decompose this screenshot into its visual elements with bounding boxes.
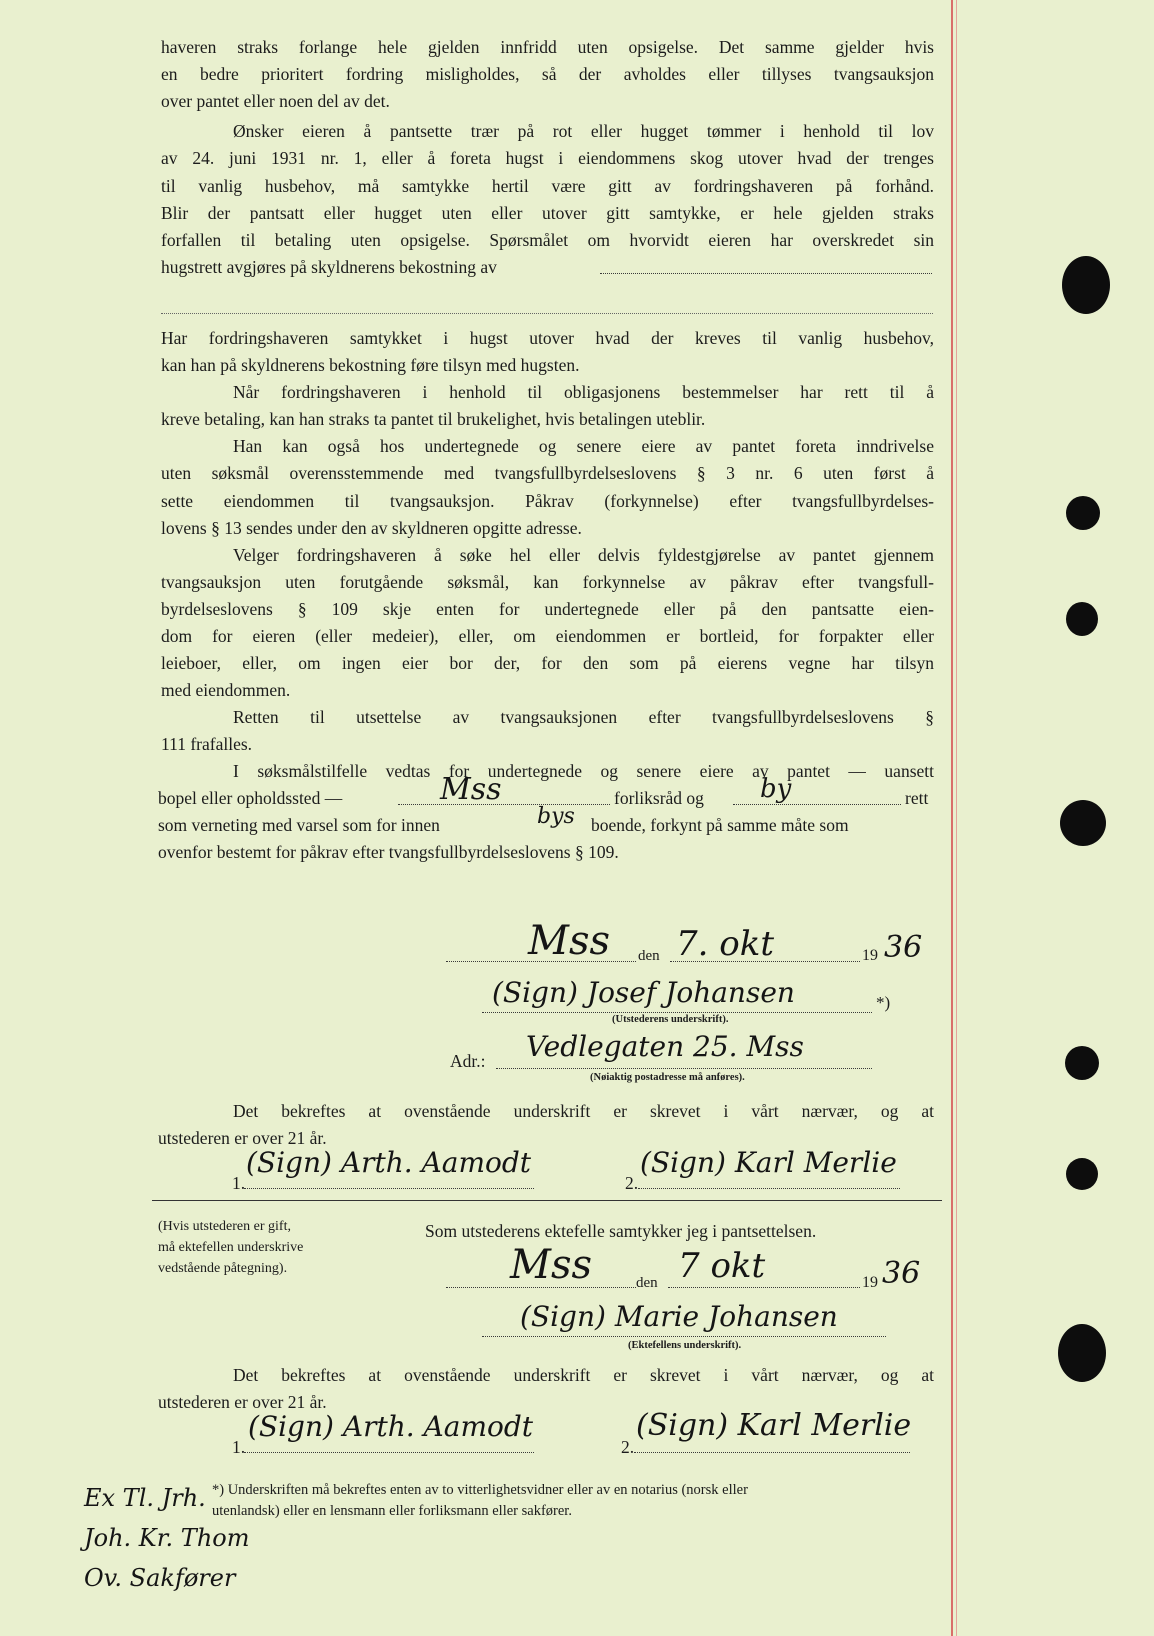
adr-label: Adr.: [450,1051,486,1071]
den-label: den [636,1275,658,1291]
signature-line [482,1012,872,1013]
red-margin-line-secondary [956,0,957,1636]
red-margin-line [951,0,953,1636]
issuer-caption: (Utstederens underskrift). [612,1014,729,1025]
spouse-note-line: (Hvis utstederen er gift, [158,1219,291,1234]
body-text-line: Velger fordringshaveren å søke hel eller delvis fyldestgjørelse av pantet gjennem [233,545,934,565]
body-text-line: bopel eller opholdssted — [158,788,343,808]
adr-caption: (Nøiaktig postadresse må anføres). [590,1072,745,1083]
body-text-line: ovenfor bestemt for påkrav efter tvangsfullbyrdelseslovens § 109. [158,842,619,862]
punch-hole [1065,1046,1099,1080]
body-text-line: Blir der pantsatt eller hugget uten eller utover gitt samtykke, er hele gjelden straks [161,203,934,223]
body-text-line: boende, forkynt på samme måte som [591,815,849,835]
punch-hole [1062,256,1110,314]
witness-signature-2: (Sign) Karl Merlie [636,1408,912,1443]
blank-fill-line [600,273,932,274]
body-text-line: som verneting med varsel som for innen [158,815,440,835]
blank-fill-line [733,804,901,805]
body-text-line: tvangsauksjon uten forutgående søksmål, kan forkynnelse av påkrav efter tvangsfull- [161,572,934,592]
handwritten-innen-fill: bys [537,804,575,829]
witness-signature-2: (Sign) Karl Merlie [640,1146,897,1179]
witness-number: 2. [625,1173,639,1193]
handwritten-year: 36 [884,930,923,965]
body-text-line: 111 frafalles. [161,734,253,754]
signature-line [638,1188,900,1189]
signature-line [634,1452,910,1453]
margin-handwritten-note: Ex Tl. Jrh. Joh. Kr. Thom Ov. Sakfører [84,1484,250,1592]
blank-fill-line [668,1287,860,1288]
year-prefix: 19 [862,1274,878,1291]
handwritten-place: Mss [510,1242,593,1288]
body-text-line: Når fordringshaveren i henhold til obligasjonens bestemmelser har rett til å [233,382,934,402]
handwritten-rett-place: by [760,774,792,804]
handwritten-place: Mss [528,918,611,964]
body-text-line: kreve betaling, kan han straks ta pantet til brukelighet, hvis betalingen uteblir. [161,409,706,429]
signature-line [244,1452,534,1453]
asterisk-marker: *) [876,993,891,1012]
handwritten-date: 7 okt [678,1246,766,1286]
signature-line [482,1336,886,1337]
body-text-line: kan han på skyldnerens bekostning føre tilsyn med hugsten. [161,355,580,375]
body-text-line: lovens § 13 sendes under den av skyldneren opgitte adresse. [161,518,582,538]
body-text-line: haveren straks forlange hele gjelden innfridd uten opsigelse. Det samme gjelder hvis [161,37,934,57]
body-text-line: med eiendommen. [161,680,291,700]
body-text-line: Det bekreftes at ovenstående underskrift er skrevet i vårt nærvær, og at [233,1365,934,1385]
year-prefix: 19 [862,947,878,964]
body-text-line: forfallen til betaling uten opsigelse. Spørsmålet om hvorvidt eieren har overskredet sin [161,230,934,250]
punch-hole [1066,602,1098,636]
body-text-line: utstederen er over 21 år. [158,1128,327,1148]
witness-number: 1. [232,1437,246,1457]
body-text-line: Han kan også hos undertegnede og senere eiere av pantet foreta inndrivelse [233,436,934,456]
spouse-signature: (Sign) Marie Johansen [520,1300,838,1333]
spouse-note-line: må ektefellen underskrive [158,1240,304,1255]
body-text-line: forliksråd og [614,788,704,808]
body-text-line: Det bekreftes at ovenstående underskrift er skrevet i vårt nærvær, og at [233,1101,934,1121]
section-divider [152,1200,942,1201]
body-text-line: byrdelseslovens § 109 skje enten for undertegnede eller på den pantsatte eien- [161,599,934,619]
punch-hole [1060,800,1106,846]
witness-signature-1: (Sign) Arth. Aamodt [246,1146,532,1179]
body-text-line: Retten til utsettelse av tvangsauksjonen efter tvangsfullbyrdelseslovens § [233,707,934,727]
blank-fill-line [161,313,933,314]
body-text-line: utstederen er over 21 år. [158,1392,327,1412]
body-text-line: av 24. juni 1931 nr. 1, eller å foreta hugst i eiendommens skog utover hvad der trenges [161,148,934,168]
footnote-line: *) Underskriften må bekreftes enten av to vitterlighetsvidner eller av en notarius (norsk eller [212,1482,748,1498]
handwritten-year: 36 [882,1256,921,1291]
blank-fill-line [398,804,610,805]
witness-signature-1: (Sign) Arth. Aamodt [248,1410,534,1443]
body-text-line: Har fordringshaveren samtykket i hugst utover hvad der kreves til vanlig husbehov, [161,328,934,348]
den-label: den [638,948,660,964]
witness-number: 1. [232,1173,246,1193]
handwritten-address: Vedlegaten 25. Mss [526,1030,804,1063]
witness-number: 2. [621,1437,635,1457]
punch-hole [1066,496,1100,530]
body-text-line: til vanlig husbehov, må samtykke hertil være gitt av fordringshaveren på forhånd. [161,176,934,196]
spouse-note-line: vedstående påtegning). [158,1261,288,1276]
handwritten-forliksrad-place: Mss [440,772,502,807]
spouse-consent-text: Som utstederens ektefelle samtykker jeg i pantsettelsen. [425,1221,817,1241]
body-text-line: sette eiendommen til tvangsauksjon. Påkrav (forkynnelse) efter tvangsfullbyrdelses- [161,491,934,511]
body-text-line: en bedre prioritert fordring misligholdes, så der avholdes eller tillyses tvangsauksjon [161,64,934,84]
body-text-line: Ønsker eieren å pantsette trær på rot eller hugget tømmer i henhold til lov [233,121,934,141]
body-text-line: I søksmålstilfelle vedtas for undertegnede og senere eiere av pantet — uansett [233,761,934,781]
body-text-line: rett [905,788,929,808]
signature-line [244,1188,534,1189]
body-text-line: uten søksmål overensstemmende med tvangsfullbyrdelseslovens § 3 nr. 6 uten først å [161,463,934,483]
body-text-line: dom for eieren (eller medeier), eller, om eiendommen er bortleid, for forpakter eller [161,626,934,646]
body-text-line: over pantet eller noen del av det. [161,91,390,111]
spouse-caption: (Ektefellens underskrift). [628,1340,742,1351]
body-text-line: leieboer, eller, om ingen eier bor der, for den som på eierens vegne har tilsyn [161,653,934,673]
footnote-line: utenlandsk) eller en lensmann eller forliksmann eller sakfører. [212,1503,572,1519]
body-text-line: hugstrett avgjøres på skyldnerens bekostning av [161,257,497,277]
punch-hole [1058,1324,1106,1382]
punch-hole [1066,1158,1098,1190]
issuer-signature: (Sign) Josef Johansen [492,976,795,1009]
handwritten-date: 7. okt [676,924,774,964]
address-line [496,1068,872,1069]
